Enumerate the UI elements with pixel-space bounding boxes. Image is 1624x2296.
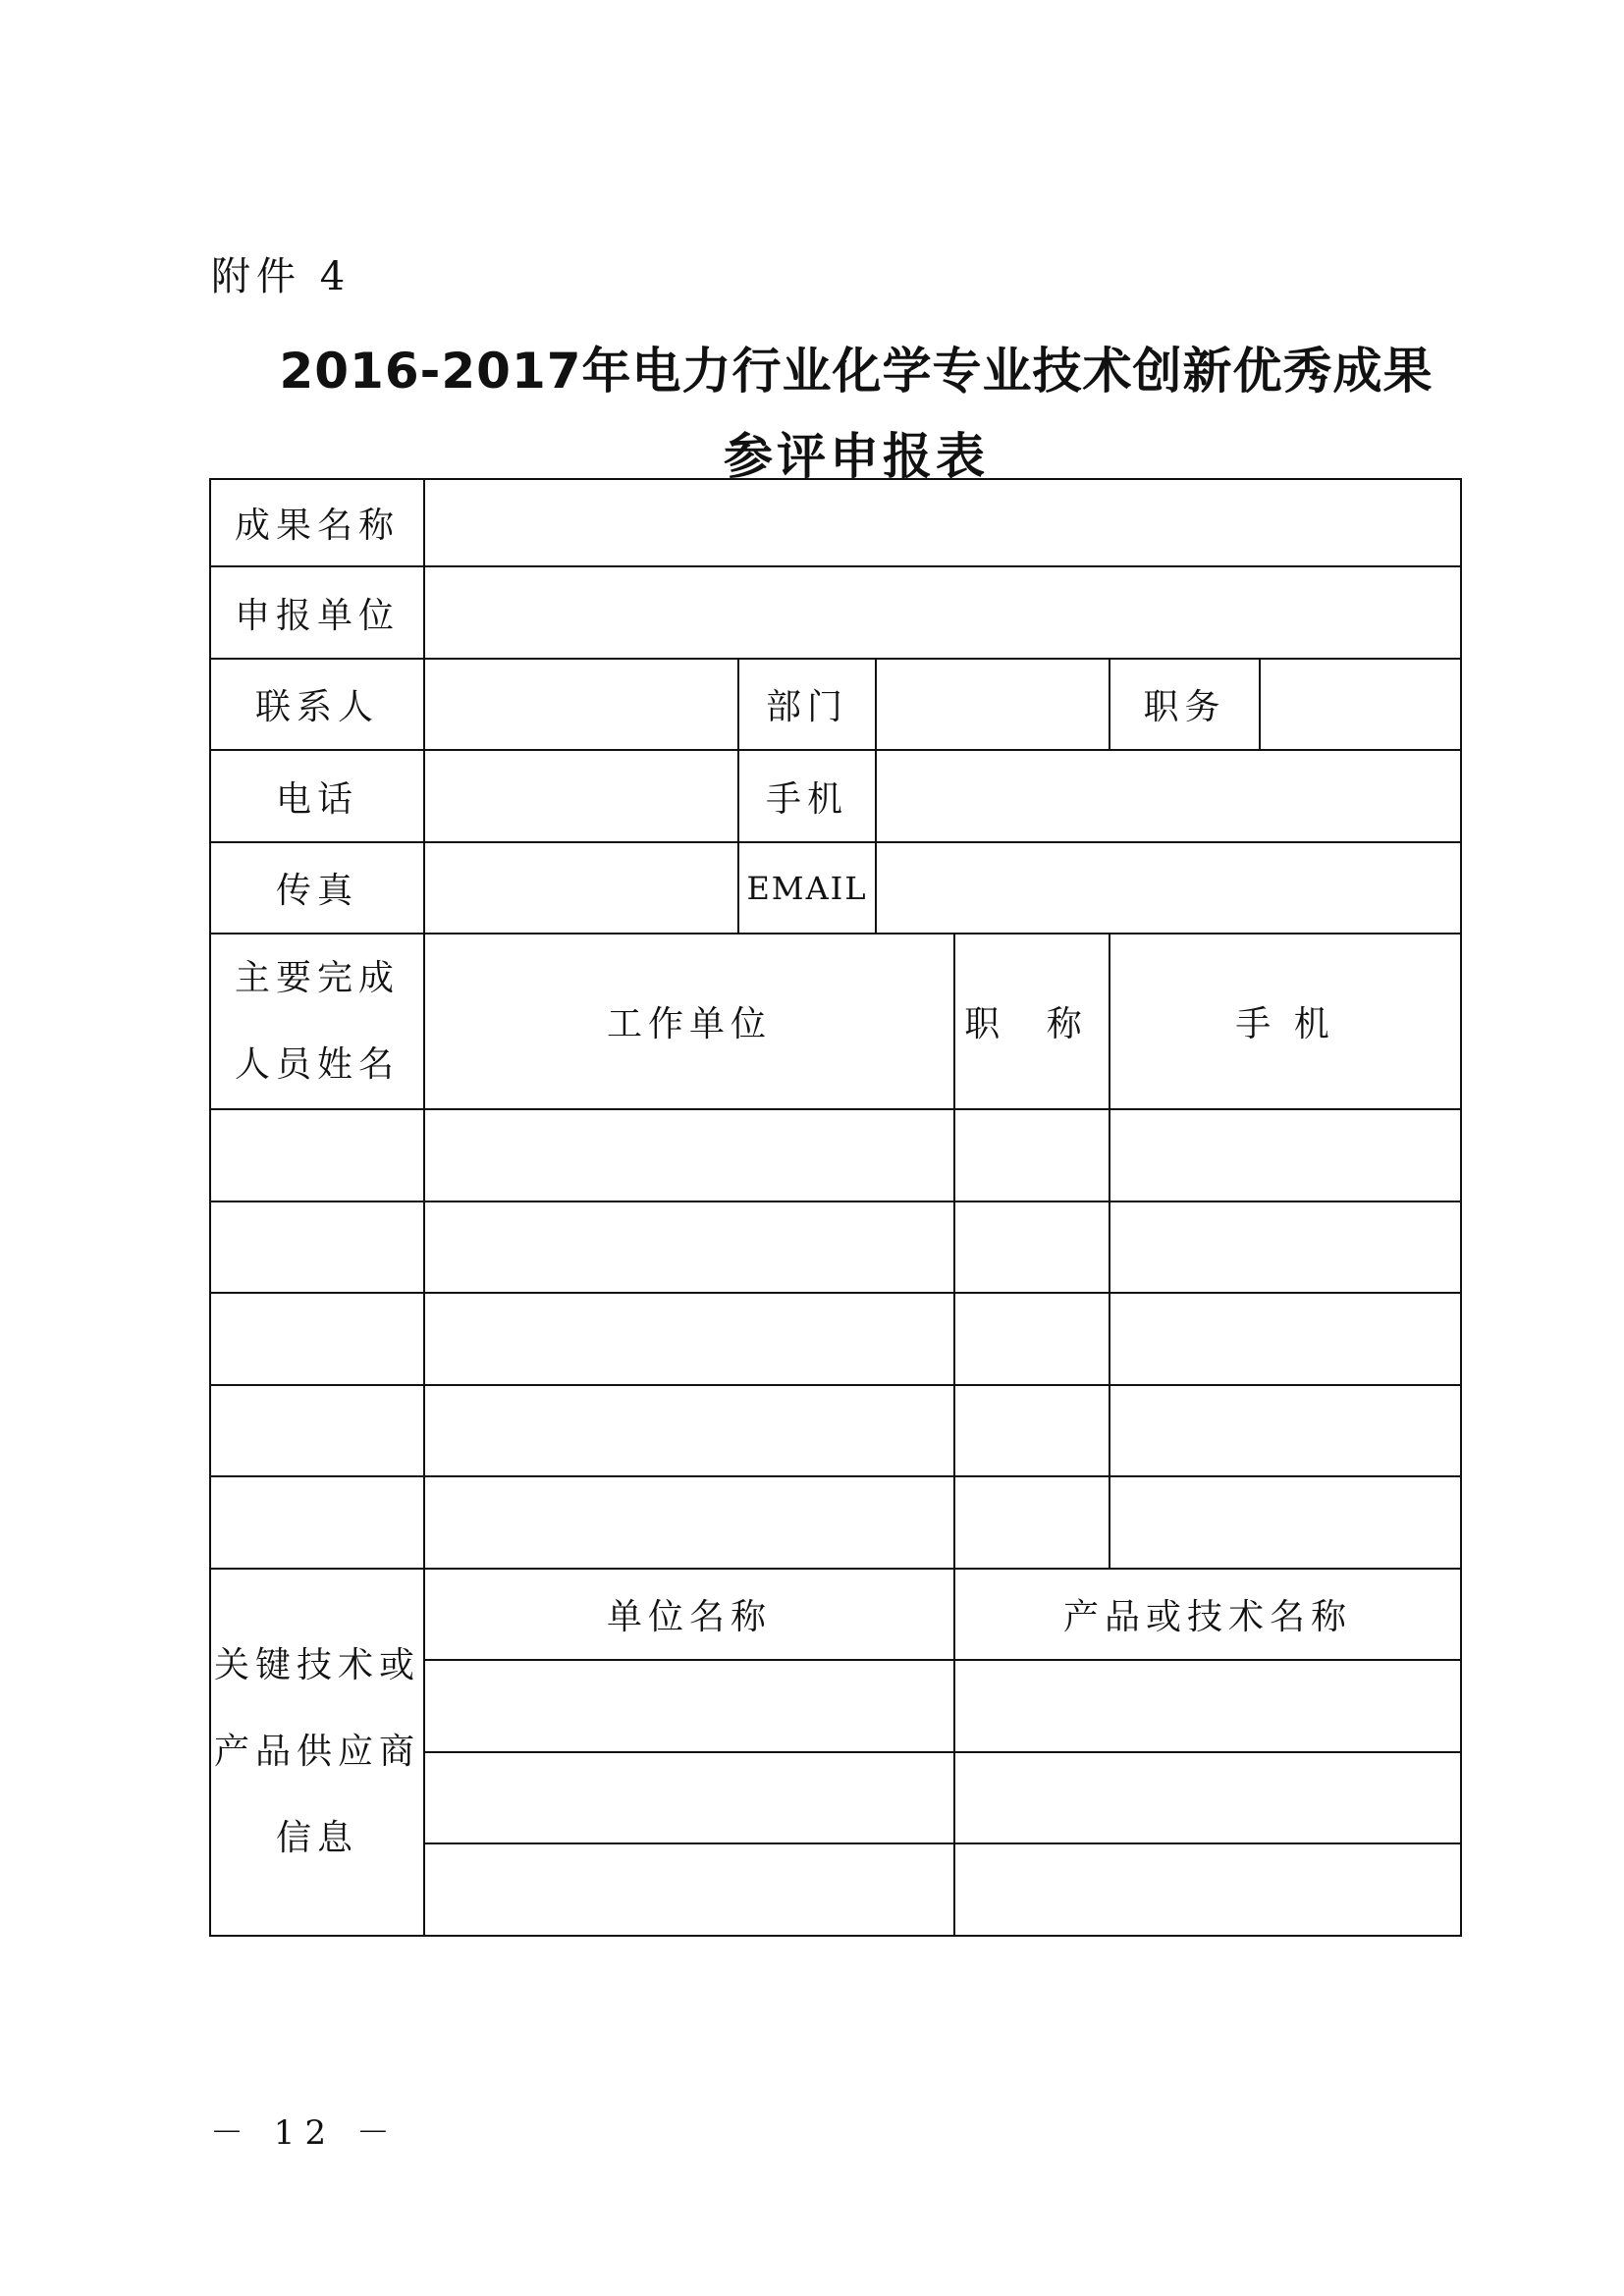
member-name-cell[interactable] bbox=[210, 1476, 424, 1569]
member-mobile-cell[interactable] bbox=[1110, 1476, 1461, 1569]
member-unit-cell[interactable] bbox=[424, 1109, 954, 1201]
document-subtitle: 参评申报表 bbox=[724, 428, 989, 485]
fax-label: 传真 bbox=[210, 842, 424, 934]
supplier-product-name-header: 产品或技术名称 bbox=[954, 1569, 1461, 1661]
supplier-unit-cell[interactable] bbox=[424, 1843, 954, 1936]
member-title-cell[interactable] bbox=[954, 1293, 1110, 1385]
page-number: － 12 － bbox=[210, 2113, 400, 2153]
member-name-cell[interactable] bbox=[210, 1385, 424, 1477]
members-mobile-header: 手 机 bbox=[1110, 934, 1461, 1109]
applicant-unit-field[interactable] bbox=[424, 566, 1461, 659]
department-label: 部门 bbox=[738, 659, 876, 751]
supplier-product-cell[interactable] bbox=[954, 1843, 1461, 1936]
phone-field[interactable] bbox=[424, 750, 738, 842]
member-name-cell[interactable] bbox=[210, 1201, 424, 1294]
member-mobile-cell[interactable] bbox=[1110, 1385, 1461, 1477]
position-field[interactable] bbox=[1260, 659, 1461, 751]
member-row bbox=[210, 1476, 1461, 1569]
achievement-name-label: 成果名称 bbox=[210, 479, 424, 566]
row-supplier-header bbox=[210, 1569, 1461, 1661]
supplier-unit-cell[interactable] bbox=[424, 1660, 954, 1752]
achievement-name-field[interactable] bbox=[424, 479, 1461, 566]
member-unit-cell[interactable] bbox=[424, 1385, 954, 1477]
row-members-header bbox=[210, 934, 1461, 1109]
members-name-header bbox=[210, 934, 424, 1109]
mobile-field[interactable] bbox=[876, 750, 1461, 842]
position-label: 职务 bbox=[1110, 659, 1260, 751]
supplier-label-line1: 关键技术或 bbox=[213, 1644, 420, 1685]
supplier-unit-cell[interactable] bbox=[424, 1752, 954, 1844]
row-fax bbox=[210, 842, 1461, 934]
row-achievement-name bbox=[210, 479, 1461, 566]
supplier-label-line3: 信息 bbox=[275, 1817, 358, 1858]
member-name-cell[interactable] bbox=[210, 1293, 424, 1385]
member-row bbox=[210, 1201, 1461, 1294]
email-label: EMAIL bbox=[738, 842, 876, 934]
row-contact bbox=[210, 659, 1461, 751]
supplier-unit-name-header: 单位名称 bbox=[424, 1569, 954, 1661]
contact-person-label: 联系人 bbox=[210, 659, 424, 751]
fax-field[interactable] bbox=[424, 842, 738, 934]
members-work-unit-header: 工作单位 bbox=[424, 934, 954, 1109]
row-phone bbox=[210, 750, 1461, 842]
member-title-cell[interactable] bbox=[954, 1385, 1110, 1477]
members-title-header: 职 称 bbox=[954, 934, 1110, 1109]
member-row bbox=[210, 1109, 1461, 1201]
member-title-cell[interactable] bbox=[954, 1201, 1110, 1294]
member-row bbox=[210, 1385, 1461, 1477]
supplier-label bbox=[210, 1569, 424, 1936]
member-unit-cell[interactable] bbox=[424, 1201, 954, 1294]
member-name-cell[interactable] bbox=[210, 1109, 424, 1201]
attachment-label: 附件 4 bbox=[211, 254, 352, 299]
supplier-product-cell[interactable] bbox=[954, 1660, 1461, 1752]
member-unit-cell[interactable] bbox=[424, 1476, 954, 1569]
member-row bbox=[210, 1293, 1461, 1385]
supplier-product-cell[interactable] bbox=[954, 1752, 1461, 1844]
application-form bbox=[209, 478, 1462, 1937]
supplier-label-line2: 产品供应商 bbox=[213, 1731, 420, 1772]
members-name-header-line2: 人员姓名 bbox=[234, 1043, 400, 1085]
member-mobile-cell[interactable] bbox=[1110, 1201, 1461, 1294]
member-mobile-cell[interactable] bbox=[1110, 1293, 1461, 1385]
document-title: 2016-2017年电力行业化学专业技术创新优秀成果 bbox=[279, 343, 1434, 400]
contact-person-field[interactable] bbox=[424, 659, 738, 751]
member-unit-cell[interactable] bbox=[424, 1293, 954, 1385]
applicant-unit-label: 申报单位 bbox=[210, 566, 424, 659]
department-field[interactable] bbox=[876, 659, 1110, 751]
members-name-header-line1: 主要完成 bbox=[234, 957, 400, 998]
email-field[interactable] bbox=[876, 842, 1461, 934]
mobile-label: 手机 bbox=[738, 750, 876, 842]
member-mobile-cell[interactable] bbox=[1110, 1109, 1461, 1201]
member-title-cell[interactable] bbox=[954, 1476, 1110, 1569]
row-applicant-unit bbox=[210, 566, 1461, 659]
member-title-cell[interactable] bbox=[954, 1109, 1110, 1201]
phone-label: 电话 bbox=[210, 750, 424, 842]
